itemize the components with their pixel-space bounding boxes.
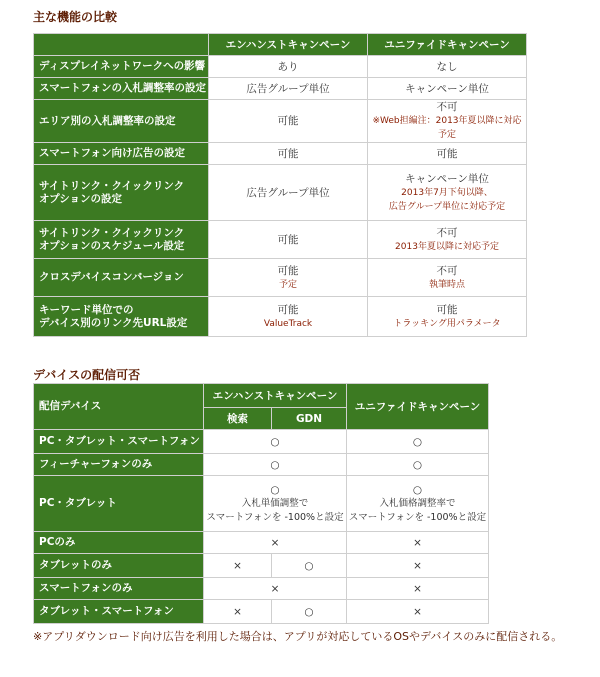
- cell-note: トラッキング用パラメータ: [393, 318, 501, 329]
- table-header-row: [34, 384, 489, 408]
- cell-note-line1: 入札価格調整率で: [379, 497, 456, 509]
- header-unified: ユニファイドキャンペーン: [368, 34, 527, 56]
- header-unified: ユニファイドキャンペーン: [347, 384, 489, 430]
- header-search: 検索: [204, 408, 272, 430]
- row-label: スマートフォンのみ: [34, 578, 204, 600]
- table-row: [34, 532, 489, 554]
- row-label: エリア別の入札調整率の設定: [34, 100, 209, 143]
- table-row: [34, 430, 489, 454]
- header-gdn: GDN: [272, 408, 347, 430]
- row-label: [34, 221, 209, 259]
- cell-note-line1: 2013年7月下旬以降、: [401, 187, 493, 198]
- cell-unified: [368, 221, 527, 259]
- cell-unified: ×: [347, 532, 489, 554]
- row-label-line2: デバイス別のリンク先URL設定: [39, 316, 188, 329]
- footnote: ※アプリダウンロード向け広告を利用した場合は、アプリが対応しているOSやデバイスのみに配信される。: [33, 630, 563, 643]
- section-title-device-delivery: デバイスの配信可否: [33, 368, 141, 382]
- cell-unified: なし: [368, 56, 527, 78]
- cell-search: ×: [204, 600, 272, 624]
- cell-note-line1: 入札単価調整で: [241, 497, 309, 509]
- cell-note-line2: 広告グループ単位に対応予定: [388, 201, 506, 212]
- row-label-line1: サイトリンク・クイックリンク: [39, 226, 185, 239]
- row-label-line1: キーワード単位での: [39, 303, 134, 316]
- table-row: [34, 476, 489, 532]
- row-label: [34, 165, 209, 221]
- row-label: [34, 297, 209, 337]
- table-row: [34, 454, 489, 476]
- row-label: タブレット・スマートフォン: [34, 600, 204, 624]
- cell-value: ○: [412, 483, 423, 496]
- cell-unified: [368, 165, 527, 221]
- row-label: スマートフォンの入札調整率の設定: [34, 78, 209, 100]
- cell-search: ×: [204, 554, 272, 578]
- cell-value: キャンペーン単位: [405, 172, 489, 185]
- cell-enhanced: ×: [204, 578, 347, 600]
- cell-note-line2: スマートフォンを -100%と設定: [206, 511, 344, 523]
- row-label-line2: オプションのスケジュール設定: [39, 239, 185, 252]
- table-row: [34, 554, 489, 578]
- table-row: [34, 100, 527, 143]
- cell-enhanced: 広告グループ単位: [209, 78, 368, 100]
- header-device: 配信デバイス: [34, 384, 204, 430]
- cell-enhanced: ×: [204, 532, 347, 554]
- cell-enhanced: ○: [204, 430, 347, 454]
- cell-value: 不可: [436, 264, 458, 277]
- cell-note: ※Web担編注：2013年夏以降に対応予定: [372, 116, 522, 140]
- row-label: スマートフォン向け広告の設定: [34, 143, 209, 165]
- row-label: PC・タブレット: [34, 476, 204, 532]
- table-row: [34, 578, 489, 600]
- cell-unified: [368, 259, 527, 297]
- cell-enhanced: あり: [209, 56, 368, 78]
- table-row: [34, 297, 527, 337]
- cell-enhanced: ○: [204, 454, 347, 476]
- cell-unified: 可能: [368, 143, 527, 165]
- cell-enhanced: [209, 297, 368, 337]
- cell-note: ValueTrack: [263, 318, 313, 329]
- cell-unified: キャンペーン単位: [368, 78, 527, 100]
- cell-unified: [368, 100, 527, 143]
- table-row: [34, 165, 527, 221]
- cell-enhanced: 可能: [209, 143, 368, 165]
- cell-enhanced: [204, 476, 347, 532]
- cell-enhanced: 可能: [209, 100, 368, 143]
- section-title-feature-comparison: 主な機能の比較: [33, 10, 118, 24]
- table-row: [34, 259, 527, 297]
- header-enhanced: エンハンストキャンペーン: [204, 384, 347, 408]
- header-empty: [34, 34, 209, 56]
- cell-unified: ○: [347, 454, 489, 476]
- cell-unified: ×: [347, 578, 489, 600]
- row-label-line2: オプションの設定: [39, 192, 123, 205]
- cell-unified: ×: [347, 554, 489, 578]
- row-label-line1: サイトリンク・クイックリンク: [39, 179, 185, 192]
- cell-gdn: ○: [272, 554, 347, 578]
- row-label: フィーチャーフォンのみ: [34, 454, 204, 476]
- cell-value: 不可: [436, 101, 458, 113]
- cell-value: ○: [270, 483, 280, 496]
- device-delivery-table: [33, 383, 489, 624]
- cell-value: 可能: [277, 303, 299, 316]
- cell-value: 可能: [277, 264, 299, 277]
- row-label: PC・タブレット・スマートフォン: [34, 430, 204, 454]
- table-row: [34, 221, 527, 259]
- cell-note: 執筆時点: [428, 279, 465, 290]
- table-row: [34, 143, 527, 165]
- table-header-row: [34, 34, 527, 56]
- cell-value: 可能: [436, 303, 458, 316]
- cell-enhanced: 広告グループ単位: [209, 165, 368, 221]
- cell-unified: ○: [347, 430, 489, 454]
- table-row: [34, 600, 489, 624]
- cell-note: 予定: [278, 279, 297, 290]
- cell-enhanced: 可能: [209, 221, 368, 259]
- row-label: PCのみ: [34, 532, 204, 554]
- row-label: クロスデバイスコンバージョン: [34, 259, 209, 297]
- header-enhanced: エンハンストキャンペーン: [209, 34, 368, 56]
- cell-note-line2: スマートフォンを -100%と設定: [348, 511, 487, 523]
- table-row: [34, 56, 527, 78]
- feature-comparison-table: [33, 33, 527, 337]
- row-label: タブレットのみ: [34, 554, 204, 578]
- cell-note: 2013年夏以降に対応予定: [395, 241, 499, 252]
- table-row: [34, 78, 527, 100]
- cell-unified: [368, 297, 527, 337]
- cell-unified: [347, 476, 489, 532]
- cell-unified: ×: [347, 600, 489, 624]
- cell-gdn: ○: [272, 600, 347, 624]
- cell-enhanced: [209, 259, 368, 297]
- row-label: ディスプレイネットワークへの影響: [34, 56, 209, 78]
- cell-value: 不可: [436, 226, 458, 239]
